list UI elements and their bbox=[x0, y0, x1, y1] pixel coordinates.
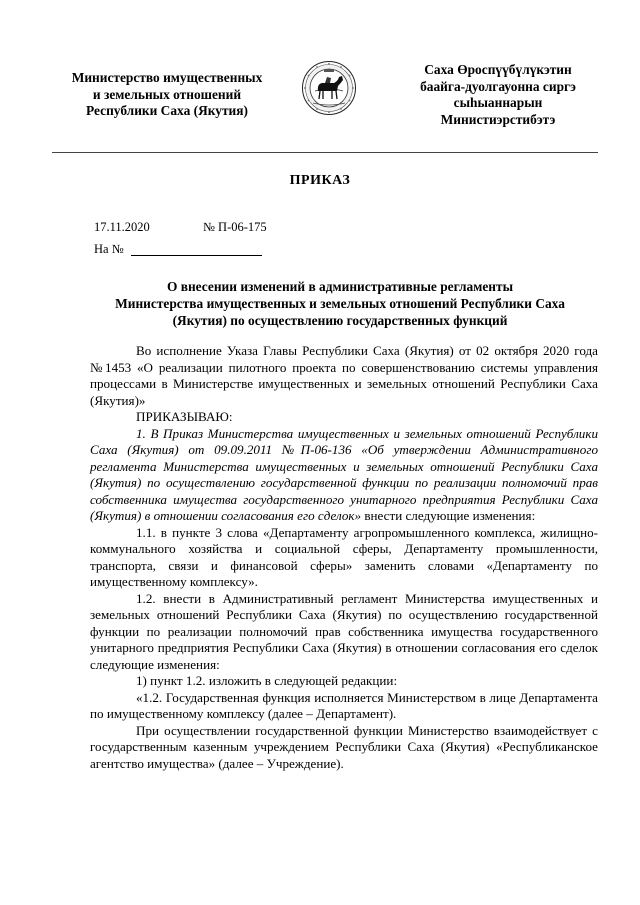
header-left-line: Министерство имущественных bbox=[71, 70, 263, 85]
body-paragraph-tail: внести следующие изменения: bbox=[361, 508, 536, 523]
document-number: № П-06-175 bbox=[203, 220, 267, 234]
amended-order-reference: 1. В Приказ Министерства имущественных и земельных отношений Республики Саха (Якутия) от 09.09.2011 №П-06-136 «Об утверждении Административного регламента Министерства имущественных и земельных отношений Республики Саха (Якутия) по осуществлению государственной функции по реализации полномочий прав собственника имущества государственного унитарного предприятия Республики Саха (Якутия) в отношении согласования его сделок» bbox=[90, 425, 598, 523]
body-paragraph bbox=[90, 426, 598, 525]
subject-line: О внесении изменений в административные регламенты bbox=[166, 279, 514, 294]
document-subject bbox=[82, 278, 598, 329]
reference-number-label: На № bbox=[94, 242, 124, 256]
document-body bbox=[90, 343, 598, 772]
ministry-name-yakut bbox=[398, 62, 598, 128]
body-paragraph: 1.2. внести в Административный регламент Министерства имущественных и земельных отношений Республики Саха (Якутия) по осуществлению государственной функции по реализации полномочий прав собственника имущества государственного унитарного предприятия Республики Саха (Якутия) в отношении согласования его сделок следующие изменения: bbox=[90, 590, 598, 672]
order-keyword: ПРИКАЗЫВАЮ: bbox=[136, 409, 233, 424]
header-right-line: сыһыаннарын bbox=[453, 95, 543, 110]
body-paragraph: «1.2. Государственная функция исполняется Министерством в лице Департамента по имущественному комплексу (далее – Департамент). bbox=[90, 689, 598, 721]
body-paragraph: 1.1. в пункте 3 слова «Департаменту агропромышленного комплекса, жилищно-коммунального хозяйства и социальной сферы, Департаменту промышленности, транспорта, связи и финансовой сферы» заменить словами «Департаменту по имущественному комплексу». bbox=[90, 524, 598, 589]
ministry-name-russian bbox=[52, 70, 282, 120]
header-left-line: и земельных отношений bbox=[92, 86, 242, 102]
header-right-line: Министиэрстибэтэ bbox=[440, 111, 556, 127]
header-right-line: Саха Өроспүүбүлүкэтин bbox=[424, 62, 572, 77]
header-left-line: Республики Саха (Якутия) bbox=[86, 103, 248, 118]
header-right-line: баайга-дуолгауонна сиргэ bbox=[420, 78, 576, 94]
header-divider bbox=[52, 152, 598, 153]
coat-of-arms-icon bbox=[301, 60, 357, 116]
document-date: 17.11.2020 bbox=[94, 220, 150, 234]
subject-line: Министерства имущественных и земельных отношений Республики Саха bbox=[115, 296, 565, 311]
subject-line: (Якутия) по осуществлению государственных функций bbox=[172, 313, 508, 328]
document-title: ПРИКАЗ bbox=[289, 173, 351, 188]
reference-number-blank bbox=[131, 255, 262, 256]
body-paragraph: 1) пункт 1.2. изложить в следующей редакции: bbox=[136, 673, 398, 688]
body-paragraph: Во исполнение Указа Главы Республики Саха (Якутия) от 02 октября 2020 года №1453 «О реализации пилотного проекта по совершенствованию системы управления процессами в Министерстве имущественных и земельных отношений Республики Саха (Якутия)» bbox=[90, 343, 598, 408]
body-paragraph: При осуществлении государственной функции Министерство взаимодействует с государственным казенным учреждением Республики Саха (Якутия) «Республиканское агентство имущества» (далее – Учреждение). bbox=[90, 722, 598, 771]
